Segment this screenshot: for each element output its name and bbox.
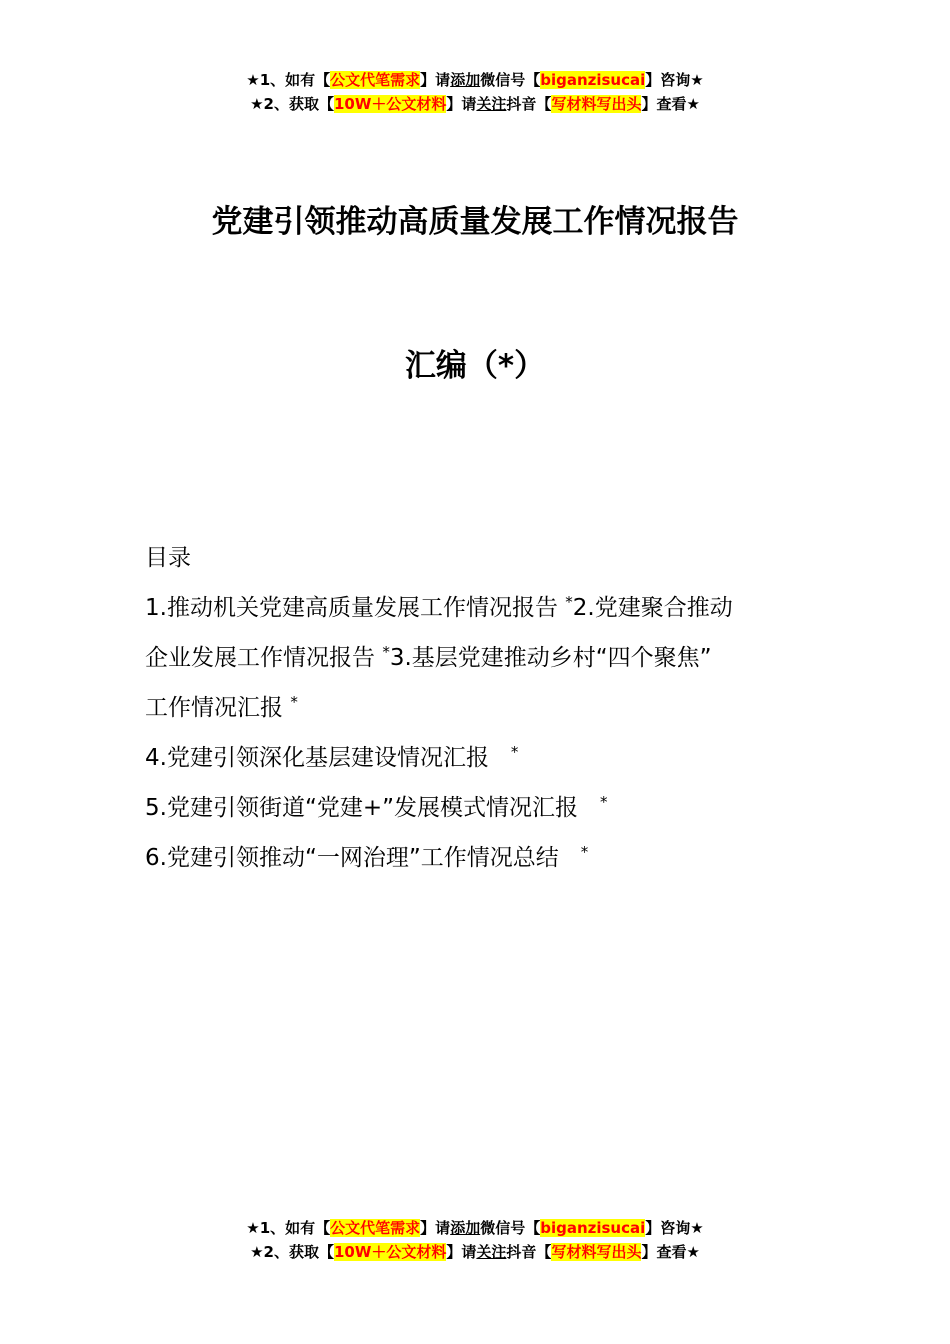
underlined-follow: 关注 [476,95,507,113]
highlight-service: 公文代笔需求 [330,1219,421,1237]
toc-marker: * [565,593,573,611]
toc-marker: * [580,843,589,861]
banner-line-2 [0,1240,950,1264]
toc-marker: * [599,793,608,811]
underlined-follow: 关注 [476,1243,507,1261]
underlined-add: 添加 [450,1219,481,1237]
underlined-add: 添加 [450,71,481,89]
banner-text: ★2、获取【 [250,95,334,113]
table-of-contents [145,533,825,883]
document-title: 党建引领推动高质量发展工作情况报告 [211,204,739,240]
banner-text: 】查看★ [641,95,700,113]
banner-line-1 [0,68,950,92]
toc-entry: 工作情况汇报 [145,695,283,721]
toc-line [145,833,825,883]
header-banner [0,68,950,116]
banner-text: 抖音【 [506,1243,552,1261]
banner-text: 】请 [420,1219,451,1237]
toc-entry: 5.党建引领街道“党建+”发展模式情况汇报 [145,795,579,821]
toc-line [145,683,825,733]
banner-text: 】请 [446,95,477,113]
highlight-douyin-account: 写材料写出头 [551,1243,642,1261]
banner-text: ★1、如有【 [246,1219,331,1237]
highlight-materials: 10W＋公文材料 [333,1243,447,1261]
banner-text: 抖音【 [506,95,552,113]
toc-entry: 3.基层党建推动乡村“四个聚焦” [389,645,712,671]
toc-line [145,583,825,633]
toc-entry: 2.党建聚合推动 [572,595,733,621]
banner-text: 】查看★ [641,1243,700,1261]
banner-text: 】请 [446,1243,477,1261]
banner-text: 】咨询★ [645,71,704,89]
document-subtitle: 汇编（*） [404,348,546,384]
footer-banner [0,1216,950,1264]
banner-text: 微信号【 [480,1219,541,1237]
highlight-service: 公文代笔需求 [330,71,421,89]
toc-heading: 目录 [145,545,191,571]
banner-text: ★2、获取【 [250,1243,334,1261]
highlight-materials: 10W＋公文材料 [333,95,447,113]
highlight-wechat-id: biganzisucai [540,1219,646,1237]
toc-marker: * [510,743,519,761]
toc-entry: 1.推动机关党建高质量发展工作情况报告 [145,595,558,621]
highlight-douyin-account: 写材料写出头 [551,95,642,113]
toc-entry: 企业发展工作情况报告 [145,645,375,671]
toc-marker: * [290,693,298,711]
banner-text: 】请 [420,71,451,89]
toc-entry: 6.党建引领推动“一网治理”工作情况总结 [145,845,559,871]
banner-line-2 [0,92,950,116]
toc-entry: 4.党建引领深化基层建设情况汇报 [145,745,489,771]
banner-text: 】咨询★ [645,1219,704,1237]
banner-line-1 [0,1216,950,1240]
banner-text: 微信号【 [480,71,541,89]
toc-line [145,783,825,833]
toc-line [145,633,825,683]
banner-text: ★1、如有【 [246,71,331,89]
highlight-wechat-id: biganzisucai [540,71,646,89]
toc-line [145,733,825,783]
toc-marker: * [382,643,390,661]
